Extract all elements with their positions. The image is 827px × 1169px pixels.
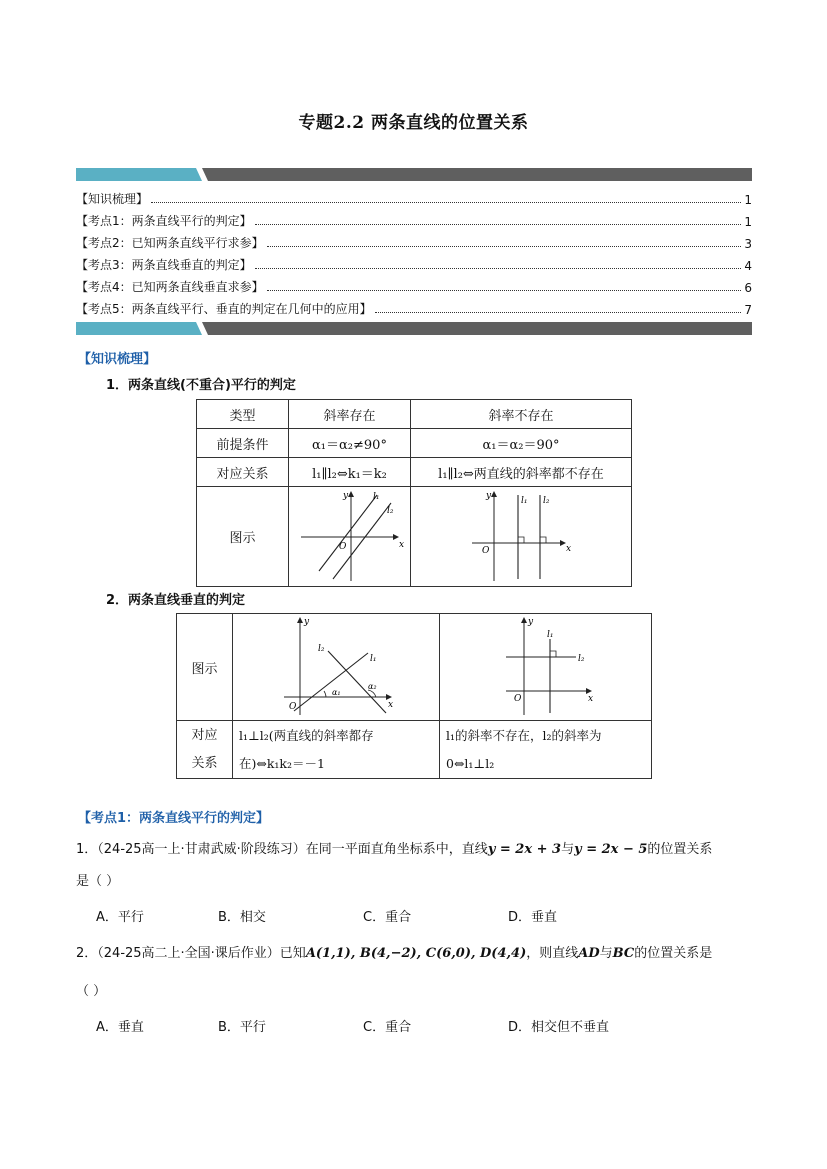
row-label-figure: 图示 xyxy=(177,614,233,721)
question-1: 1．（24-25高一上·甘肃武威·阶段练习）在同一平面直角坐标系中，直线y = 2x + 3与y = 2x − 5的位置关系 xyxy=(76,842,713,857)
toc-item[interactable]: 【考点3：两条直线垂直的判定】 4 xyxy=(76,258,752,273)
line-l2-label: l₂ xyxy=(577,654,584,664)
axis-x-label: x xyxy=(388,700,394,710)
relation-slope-exists: l₁∥l₂⇔k₁＝k₂ xyxy=(289,458,411,487)
premise-slope-exists: α₁＝α₂≠90° xyxy=(289,429,411,458)
toc-item[interactable]: 【考点1：两条直线平行的判定】 1 xyxy=(76,214,752,229)
line-ad: AD xyxy=(578,946,600,961)
q2-option-c[interactable]: C．重合 xyxy=(363,1020,412,1035)
axis-y-label: y xyxy=(304,617,310,627)
header-slope-none: 斜率不存在 xyxy=(411,400,632,429)
q1-option-c[interactable]: C．重合 xyxy=(363,910,412,925)
page-title: 专题2.2 两条直线的位置关系 xyxy=(298,113,529,133)
origin-label: O xyxy=(338,541,346,552)
axis-x-label: x xyxy=(566,543,572,554)
toc-bottom-band xyxy=(76,322,752,335)
section-heading-knowledge: 【知识梳理】 xyxy=(78,352,157,367)
line-l2-label: l₂ xyxy=(386,505,393,516)
row-label-relation: 对应关系 xyxy=(197,458,289,487)
row-label-relation: 对应 关系 xyxy=(177,721,233,779)
line-bc: BC xyxy=(612,946,635,961)
line-l2-label: l₂ xyxy=(318,644,325,654)
line-l1-label: l₁ xyxy=(372,491,379,502)
equation-2: y = 2x − 5 xyxy=(574,842,648,857)
toc-item[interactable]: 【知识梳理】 1 xyxy=(76,192,752,207)
origin-label: O xyxy=(289,702,297,712)
header-type: 类型 xyxy=(197,400,289,429)
question-2: 2．（24-25高二上·全国·课后作业）已知A(1,1), B(4,−2), C(6,0), D(4,4)，则直线AD与BC的位置关系是 xyxy=(76,946,713,961)
parallel-vertical-diagram xyxy=(466,489,576,585)
figure-parallel-vertical xyxy=(411,487,632,587)
q1-option-a[interactable]: A．平行 xyxy=(96,910,144,925)
figure-perp-axis xyxy=(440,614,652,721)
relation-slope-none: l₁∥l₂⇔两直线的斜率都不存在 xyxy=(411,458,632,487)
subheading-perpendicular: 2．两条直线垂直的判定 xyxy=(106,593,246,608)
toc-item[interactable]: 【考点4：已知两条直线垂直求参】 6 xyxy=(76,280,752,295)
perp-sloped-diagram xyxy=(236,615,436,719)
q1-option-d[interactable]: D．垂直 xyxy=(508,910,558,925)
figure-parallel-sloped xyxy=(289,487,411,587)
toc-top-band xyxy=(76,168,752,181)
line-l1-label: l₁ xyxy=(521,495,528,506)
question-1-answer-blank: 是（ ） xyxy=(76,874,120,889)
header-slope-exists: 斜率存在 xyxy=(289,400,411,429)
row-label-premise: 前提条件 xyxy=(197,429,289,458)
axis-y-label: y xyxy=(342,490,348,501)
q2-option-a[interactable]: A．垂直 xyxy=(96,1020,144,1035)
axis-x-label: x xyxy=(398,539,404,550)
origin-label: O xyxy=(513,694,521,704)
row-label-figure: 图示 xyxy=(197,487,289,587)
relation-perp-sloped: l₁⊥l₂(两直线的斜率都存 在)⇔k₁k₂＝－1 xyxy=(233,721,440,779)
toc-item[interactable]: 【考点2：已知两条直线平行求参】 3 xyxy=(76,236,752,251)
section-heading-topic1: 【考点1：两条直线平行的判定】 xyxy=(78,811,270,826)
axis-y-label: y xyxy=(486,490,492,501)
relation-perp-axis: l₁的斜率不存在，l₂的斜率为 0⇔l₁⊥l₂ xyxy=(440,721,652,779)
axis-x-label: x xyxy=(587,694,593,704)
line-l1-label: l₁ xyxy=(370,654,377,664)
angle-a1-label: α₁ xyxy=(332,688,341,697)
angle-a2-label: α₂ xyxy=(368,682,377,691)
axis-y-label: y xyxy=(527,617,533,627)
q1-option-b[interactable]: B．相交 xyxy=(218,910,266,925)
origin-label: O xyxy=(482,545,490,556)
equation-1: y = 2x + 3 xyxy=(487,842,562,857)
question-2-answer-blank: （ ） xyxy=(76,984,107,999)
figure-perp-sloped xyxy=(233,614,440,721)
q2-option-d[interactable]: D．相交但不垂直 xyxy=(508,1020,610,1035)
parallel-sloped-diagram xyxy=(295,489,405,585)
q2-option-b[interactable]: B．平行 xyxy=(218,1020,266,1035)
premise-slope-none: α₁＝α₂＝90° xyxy=(411,429,632,458)
line-l1-label: l₁ xyxy=(546,630,553,640)
toc-item[interactable]: 【考点5：两条直线平行、垂直的判定在几何中的应用】 7 xyxy=(76,302,752,317)
perp-axis-diagram xyxy=(446,615,646,719)
line-l2-label: l₂ xyxy=(543,495,550,506)
points-list: A(1,1), B(4,−2), C(6,0), D(4,4) xyxy=(305,946,527,961)
parallel-table xyxy=(196,399,632,587)
perpendicular-table xyxy=(176,613,652,779)
subheading-parallel: 1．两条直线(不重合)平行的判定 xyxy=(106,378,296,393)
